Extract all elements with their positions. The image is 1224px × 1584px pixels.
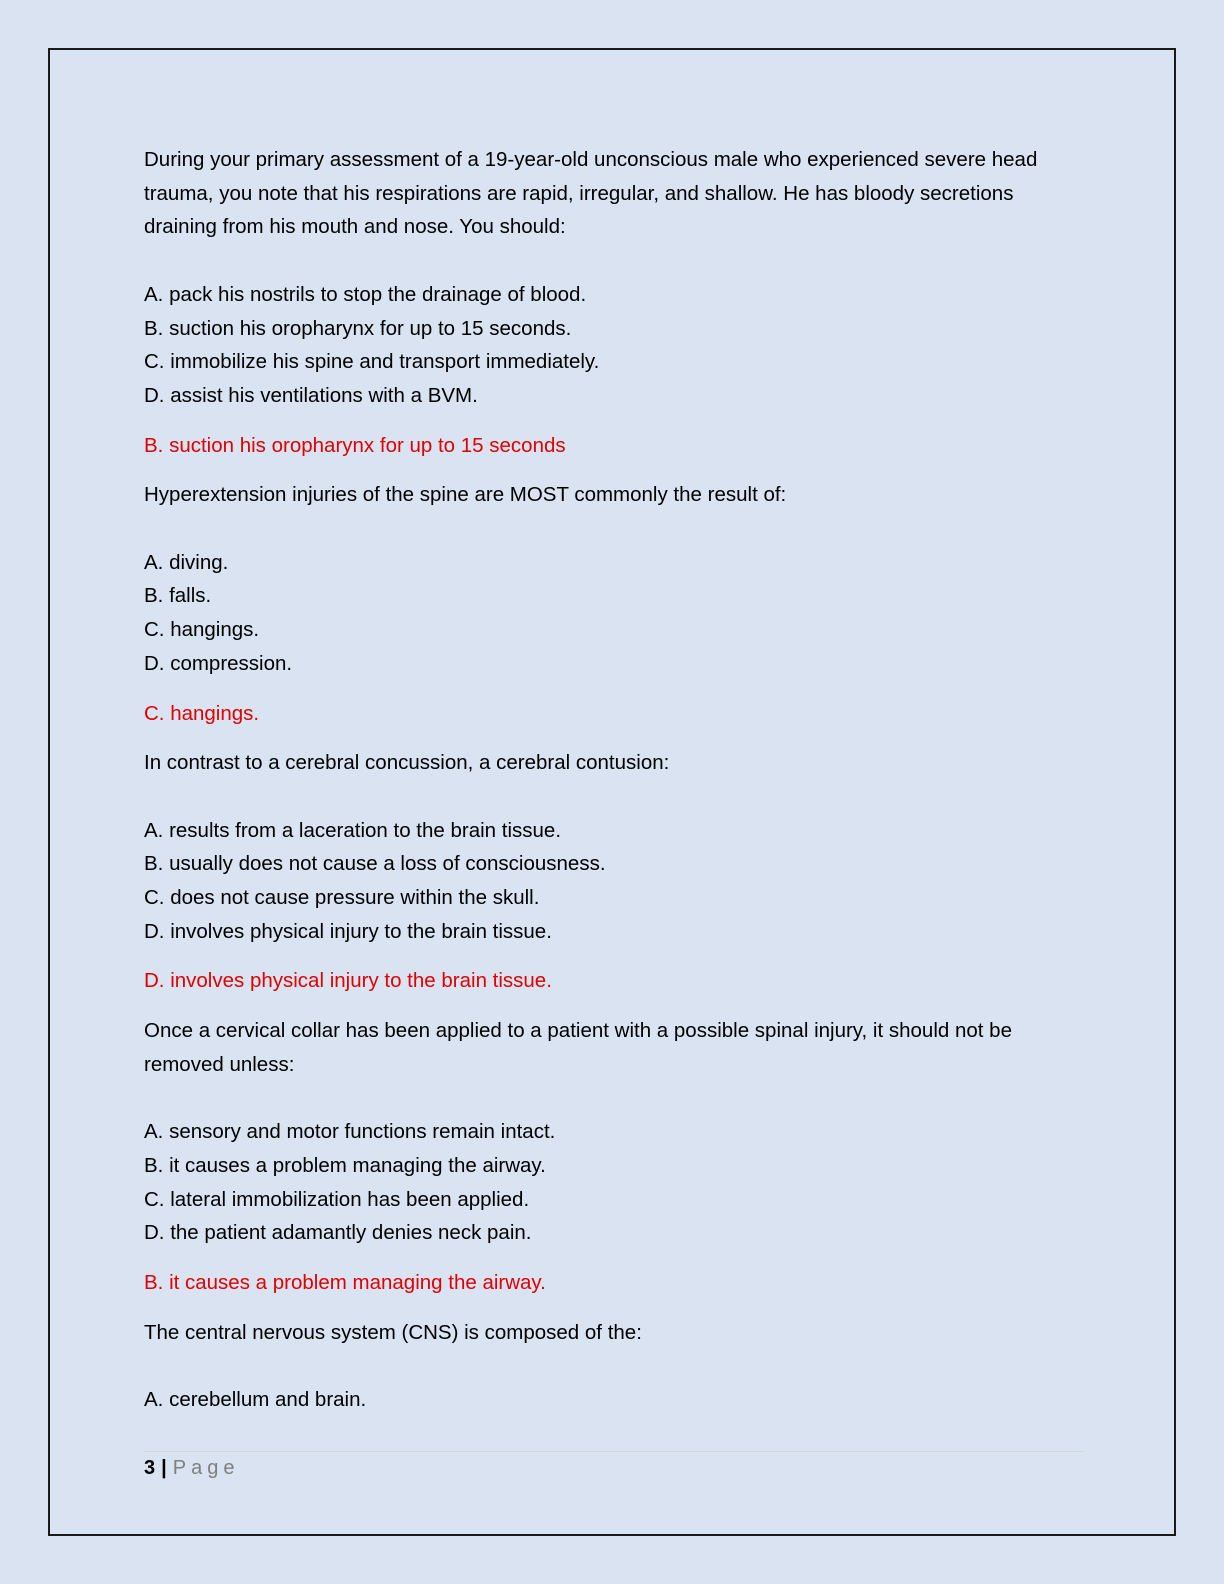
option-b: B. it causes a problem managing the airway. [144,1153,546,1177]
option-c: C. does not cause pressure within the skull. [144,886,540,910]
option-d: D. the patient adamantly denies neck pain. [144,1221,532,1245]
page-footer [144,1454,239,1482]
question-block [144,746,1084,998]
correct-answer: D. involves physical injury to the brain tissue. [144,969,552,993]
option-c: C. hangings. [144,618,260,642]
option-b: B. suction his oropharynx for up to 15 seconds. [144,316,572,340]
correct-answer: B. it causes a problem managing the airway. [144,1271,546,1295]
question-block [144,1316,1084,1417]
question-text: In contrast to a cerebral concussion, a cerebral contusion: [144,751,670,775]
correct-answer: C. hangings. [144,701,260,725]
question-text: Hyperextension injuries of the spine are MOST commonly the result of: [144,483,787,507]
question-block [144,143,1084,462]
page-number: 3 [144,1457,156,1479]
page-label: Page [172,1457,240,1479]
question-block [144,1014,1084,1300]
option-a: A. results from a laceration to the brain tissue. [144,818,562,842]
question-block [144,478,1084,730]
option-c: C. lateral immobilization has been applied. [144,1187,530,1211]
footer-separator: | [161,1457,167,1479]
footer-divider [144,1451,1084,1452]
option-b: B. falls. [144,584,212,608]
option-d: D. compression. [144,651,293,675]
option-d: D. involves physical injury to the brain tissue. [144,919,552,943]
question-text: Once a cervical collar has been applied to a patient with a possible spinal injury, it should not be removed unless: [144,1019,1012,1076]
question-text: The central nervous system (CNS) is composed of the: [144,1320,642,1344]
option-a: A. sensory and motor functions remain intact. [144,1120,556,1144]
question-text: During your primary assessment of a 19-year-old unconscious male who experienced severe head trauma, you note that his respirations are rapid, irregular, and shallow. He has bloody secretions draining from his mouth and nose. You should: [144,148,1038,239]
option-d: D. assist his ventilations with a BVM. [144,383,478,407]
option-a: A. pack his nostrils to stop the drainage of blood. [144,282,587,306]
option-b: B. usually does not cause a loss of consciousness. [144,852,606,876]
option-c: C. immobilize his spine and transport immediately. [144,350,600,374]
option-a: A. cerebellum and brain. [144,1388,367,1412]
option-a: A. diving. [144,550,229,574]
document-content [144,143,1084,1417]
correct-answer: B. suction his oropharynx for up to 15 seconds [144,433,566,457]
